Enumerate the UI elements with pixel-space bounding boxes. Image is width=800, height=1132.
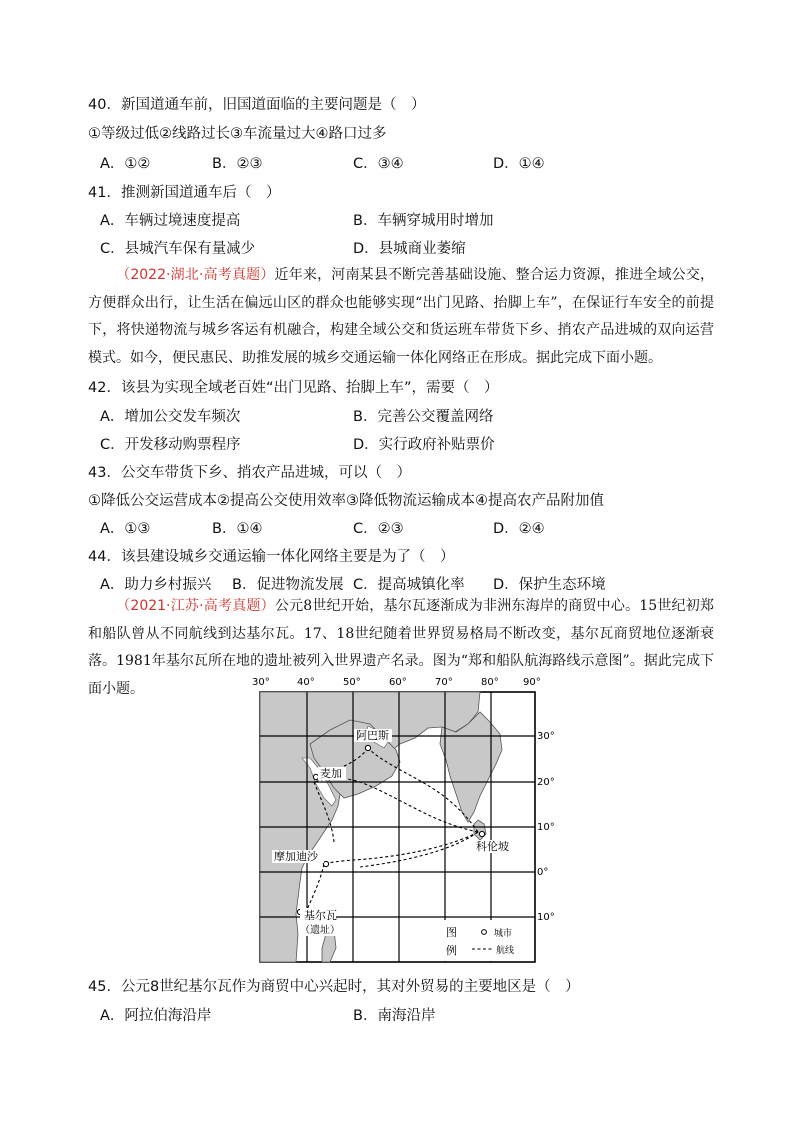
legend-city-icon [482, 930, 487, 935]
q43-option-d[interactable]: D．②④ [493, 521, 545, 537]
lon-label-40: 40° [297, 677, 315, 688]
passage-source: （2022·湖北·高考真题） [116, 267, 275, 283]
q41-option-c[interactable]: C．县城汽车保有量减少 [100, 241, 256, 257]
q45-option-a[interactable]: A．阿拉伯海沿岸 [100, 1008, 212, 1024]
lat-label-20n: 20° [537, 777, 555, 788]
passage-2022-hubei [88, 262, 714, 372]
lat-label-10n: 10° [537, 822, 555, 833]
q40-stem: 40．新国道通车前，旧国道面临的主要问题是（ ） [88, 97, 426, 113]
city-label-colombo: 科伦坡 [476, 840, 509, 853]
q40-statements: ①等级过低②线路过长③车流量过大④路口过多 [88, 126, 387, 142]
q40-option-c[interactable]: C．③④ [353, 156, 404, 172]
city-label-kilwa: 基尔瓦 [304, 909, 337, 922]
q44-option-c[interactable]: C．提高城镇化率 [353, 577, 465, 593]
lon-label-90: 90° [523, 677, 541, 688]
map-svg [250, 672, 555, 967]
q42-option-c[interactable]: C．开发移动购票程序 [100, 437, 241, 453]
q41-option-d[interactable]: D．县城商业萎缩 [353, 241, 466, 257]
lon-label-50: 50° [343, 677, 361, 688]
q42-stem: 42．该县为实现全域老百姓“出门见路、抬脚上车”，需要（ ） [88, 380, 499, 396]
q42-option-b[interactable]: B．完善公交覆盖网络 [353, 409, 494, 425]
q42-option-a[interactable]: A．增加公交发车频次 [100, 409, 241, 425]
q42-option-d[interactable]: D．实行政府补贴票价 [353, 437, 495, 453]
q43-option-a[interactable]: A．①③ [100, 521, 151, 537]
q40-option-d[interactable]: D．①④ [493, 156, 545, 172]
lat-label-0: 0° [537, 867, 549, 878]
lat-label-10s: 10° [537, 912, 555, 923]
q43-stem: 43．公交车带货下乡、捎农产品进城，可以（ ） [88, 465, 411, 481]
passage-text: 公元8世纪开始，基尔瓦逐渐成为非洲东海岸的商贸中心。15世纪初郑和船队曾从不同航线到达基尔瓦。17、18世纪随着世界贸易格局不断改变，基尔瓦商贸地位逐渐衰落。1981年基尔瓦所在地的遗址被列入世界遗产名录。图为“郑和船队航海路线示意图”。据此完成下面小题。 [88, 598, 714, 697]
lat-label-30n: 30° [537, 731, 555, 742]
q45-stem: 45．公元8世纪基尔瓦作为商贸中心兴起时，其对外贸易的主要地区是（ ） [88, 979, 580, 995]
passage-text: 近年来，河南某县不断完善基础设施、整合运力资源，推进全域公交，方便群众出行，让生活在偏远山区的群众也能够实现“出门见路、抬脚上车”，在保证行车安全的前提下，将快递物流与城乡客运有机融合，构建全域公交和货运班车带货下乡、捎农产品进城的双向运营模式。如今，便民惠民、助推发展的城乡交通运输一体化网络正在形成。据此完成下面小题。 [88, 267, 715, 366]
q44-option-a[interactable]: A．助力乡村振兴 [100, 577, 212, 593]
q41-option-a[interactable]: A．车辆过境速度提高 [100, 213, 241, 229]
legend-title-bottom: 例 [446, 944, 457, 957]
q44-option-d[interactable]: D．保护生态环境 [493, 577, 606, 593]
lon-label-60: 60° [389, 677, 407, 688]
q40-option-b[interactable]: B．②③ [212, 156, 263, 172]
city-label-mogadishu: 摩加迪沙 [274, 850, 318, 863]
passage-source: （2021·江苏·高考真题） [116, 598, 275, 614]
lon-label-70: 70° [435, 677, 453, 688]
q40-option-a[interactable]: A．①② [100, 156, 151, 172]
q41-option-b[interactable]: B．车辆穿城用时增加 [353, 213, 494, 229]
legend-route-label: 航线 [496, 946, 515, 956]
q44-stem: 44．该县建设城乡交通运输一体化网络主要是为了（ ） [88, 549, 455, 565]
city-label-mecca: 麦加 [320, 767, 342, 780]
q45-option-b[interactable]: B．南海沿岸 [353, 1008, 436, 1024]
legend-city-label: 城市 [494, 929, 513, 939]
q43-option-c[interactable]: C．②③ [353, 521, 404, 537]
legend-title-top: 图 [446, 926, 457, 939]
city-label-abbas: 阿巴斯 [356, 729, 389, 742]
q41-stem: 41．推测新国道通车后（ ） [88, 185, 281, 201]
q43-statements: ①降低公交运营成本②提高公交使用效率③降低物流运输成本④提高农产品附加值 [88, 493, 604, 509]
lon-label-80: 80° [481, 677, 499, 688]
zhenghe-route-map [250, 672, 555, 967]
map-legend [438, 920, 534, 961]
city-label-kilwa-note: （遗址） [300, 925, 340, 936]
lon-label-30: 30° [252, 677, 270, 688]
q44-option-b[interactable]: B．促进物流发展 [232, 577, 344, 593]
q43-option-b[interactable]: B．①④ [212, 521, 263, 537]
